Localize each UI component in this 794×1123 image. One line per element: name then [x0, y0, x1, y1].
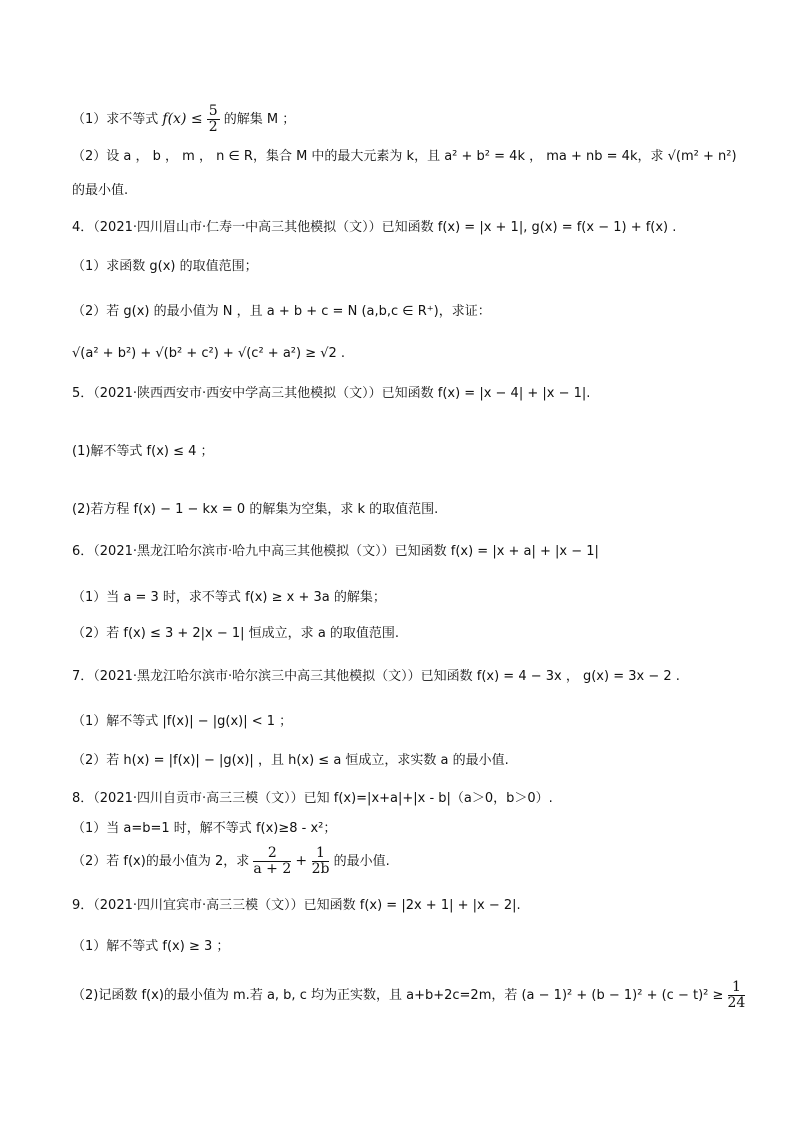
- line-q4-2: （2）若 g(x) 的最小值为 N ，且 a + b + c = N (a,b,c ∈ R⁺)，求证：: [72, 304, 491, 319]
- q3-1-post: 的解集 M ；: [223, 112, 296, 127]
- line-q7-2: （2）若 h(x) = |f(x)| − |g(x)| ，且 h(x) ≤ a 恒成立，求实数 a 的最小值.: [72, 753, 509, 768]
- line-q6-title: 6．（2021·黑龙江哈尔滨市·哈九中高三其他模拟（文））已知函数 f(x) = |x + a| + |x − 1|: [72, 544, 599, 559]
- line-q7-1: （1）解不等式 |f(x)| − |g(x)| < 1 ；: [72, 714, 293, 729]
- fraction-1-2b: $\frac{1}{2b}$: [311, 845, 330, 877]
- q8-2-post: 的最小值.: [333, 854, 390, 869]
- fraction-5-2: $\frac{5}{2}$: [208, 103, 218, 135]
- q3-1-text: （1）求不等式: [72, 112, 163, 127]
- fraction-2-a2: $\frac{2}{a + 2}$: [253, 845, 292, 877]
- q9-2-text: （2)记函数 f(x)的最小值为 m.若 a, b, c 均为正实数，且 a+b+2c=2m，若 (a − 1)² + (b − 1)² + (c − t)² ≥: [72, 988, 728, 1003]
- line-q6-1: （1）当 a = 3 时，求不等式 f(x) ≥ x + 3a 的解集；: [72, 590, 386, 605]
- line-q3-2: （2）设 a ， b ， m ， n ∈ R，集合 M 中的最大元素为 k，且 a² + b² = 4k ， ma + nb = 4k，求 √(m² + n²): [72, 149, 737, 164]
- line-q3-1: [72, 104, 295, 135]
- line-q3-2-cont: 的最小值.: [72, 183, 129, 198]
- line-q7-title: 7．（2021·黑龙江哈尔滨市·哈尔滨三中高三其他模拟（文））已知函数 f(x) = 4 − 3x ， g(x) = 3x − 2 .: [72, 669, 680, 684]
- line-q9-2: [72, 980, 745, 1011]
- line-q4-2-cont: √(a² + b²) + √(b² + c²) + √(c² + a²) ≥ √2 .: [72, 346, 346, 361]
- q8-2-text: （2）若 f(x)的最小值为 2，求: [72, 854, 254, 869]
- line-q8-2: （2）若 f(x)的最小值为 2，求 $\frac{2}{a + 2}$ + $\frac{1}{2b}$ 的最小值.: [72, 845, 390, 877]
- line-q5-title: 5．（2021·陕西西安市·西安中学高三其他模拟（文））已知函数 f(x) = |x − 4| + |x − 1|.: [72, 386, 591, 401]
- q3-1-math: f(x) ≤: [162, 111, 203, 127]
- line-q9-1: （1）解不等式 f(x) ≥ 3 ；: [72, 939, 230, 954]
- line-q4-1: （1）求函数 g(x) 的取值范围；: [72, 259, 258, 274]
- line-q8-1: （1）当 a=b=1 时，解不等式 f(x)≥8 - x²；: [72, 821, 337, 836]
- line-q5-2: (2)若方程 f(x) − 1 − kx = 0 的解集为空集，求 k 的取值范围.: [72, 502, 439, 517]
- line-q9-title: 9．（2021·四川宜宾市·高三三模（文））已知函数 f(x) = |2x + 1| + |x − 2|.: [72, 898, 521, 913]
- line-q4-title: 4．（2021·四川眉山市·仁寿一中高三其他模拟（文））已知函数 f(x) = |x + 1|, g(x) = f(x − 1) + f(x) .: [72, 220, 677, 235]
- line-q6-2: （2）若 f(x) ≤ 3 + 2|x − 1| 恒成立，求 a 的取值范围.: [72, 626, 400, 641]
- line-q5-1: (1)解不等式 f(x) ≤ 4 ；: [72, 444, 214, 459]
- fraction-1-24: $\frac{1}{24}$: [727, 979, 746, 1011]
- line-q8-title: 8．（2021·四川自贡市·高三三模（文））已知 f(x)=|x+a|+|x - b|（a＞0，b＞0）.: [72, 791, 553, 806]
